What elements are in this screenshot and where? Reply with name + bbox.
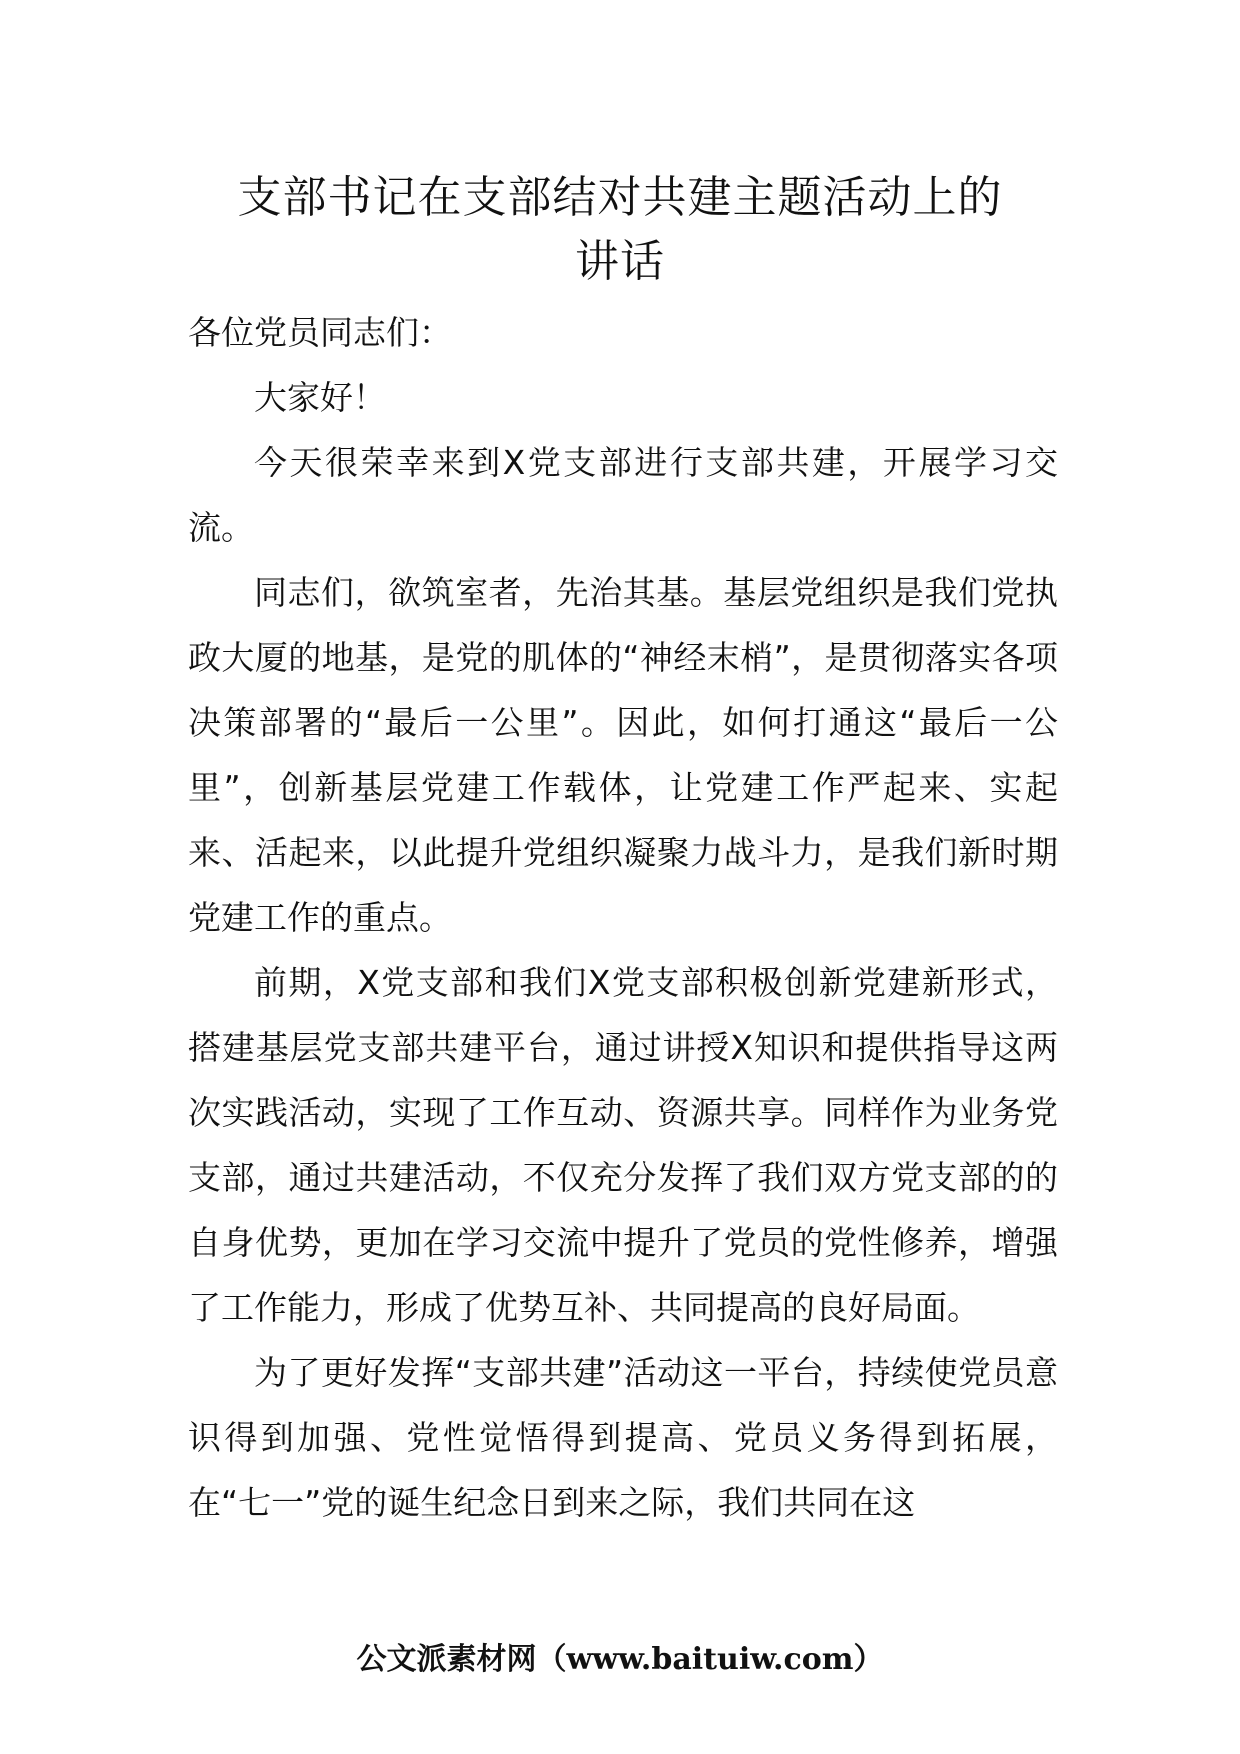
document-title-line-2: 讲话 (575, 236, 665, 287)
paragraph-intro: 今天很荣幸来到X党支部进行支部共建，开展学习交流。 (188, 443, 1058, 547)
footer-watermark: 公文派素材网（www.baituiw.com） (356, 1642, 884, 1677)
paragraph-platform: 为了更好发挥“支部共建”活动这一平台，持续使党员意识得到加强、党性觉悟得到提高、党员义务得到拓展，在“七一”党的诞生纪念日到来之际，我们共同在这 (188, 1353, 1058, 1522)
paragraph-greeting: 大家好！ (254, 378, 386, 417)
document-body (188, 300, 1058, 1535)
paragraph-foundation: 同志们，欲筑室者，先治其基。基层党组织是我们党执政大厦的地基，是党的肌体的“神经末梢”，是贯彻落实各项决策部署的“最后一公里”。因此，如何打通这“最后一公里”，创新基层党建工作载体，让党建工作严起来、实起来、活起来，以此提升党组织凝聚力战斗力，是我们新时期党建工作的重点。 (188, 573, 1058, 937)
salutation: 各位党员同志们： (188, 313, 452, 352)
document-title-line-1: 支部书记在支部结对共建主题活动上的 (237, 172, 1003, 223)
paragraph-previous-work: 前期，X党支部和我们X党支部积极创新党建新形式，搭建基层党支部共建平台，通过讲授X知识和提供指导这两次实践活动，实现了工作互动、资源共享。同样作为业务党支部，通过共建活动，不仅充分发挥了我们双方党支部的的自身优势，更加在学习交流中提升了党员的党性修养，增强了工作能力，形成了优势互补、共同提高的良好局面。 (188, 963, 1058, 1327)
